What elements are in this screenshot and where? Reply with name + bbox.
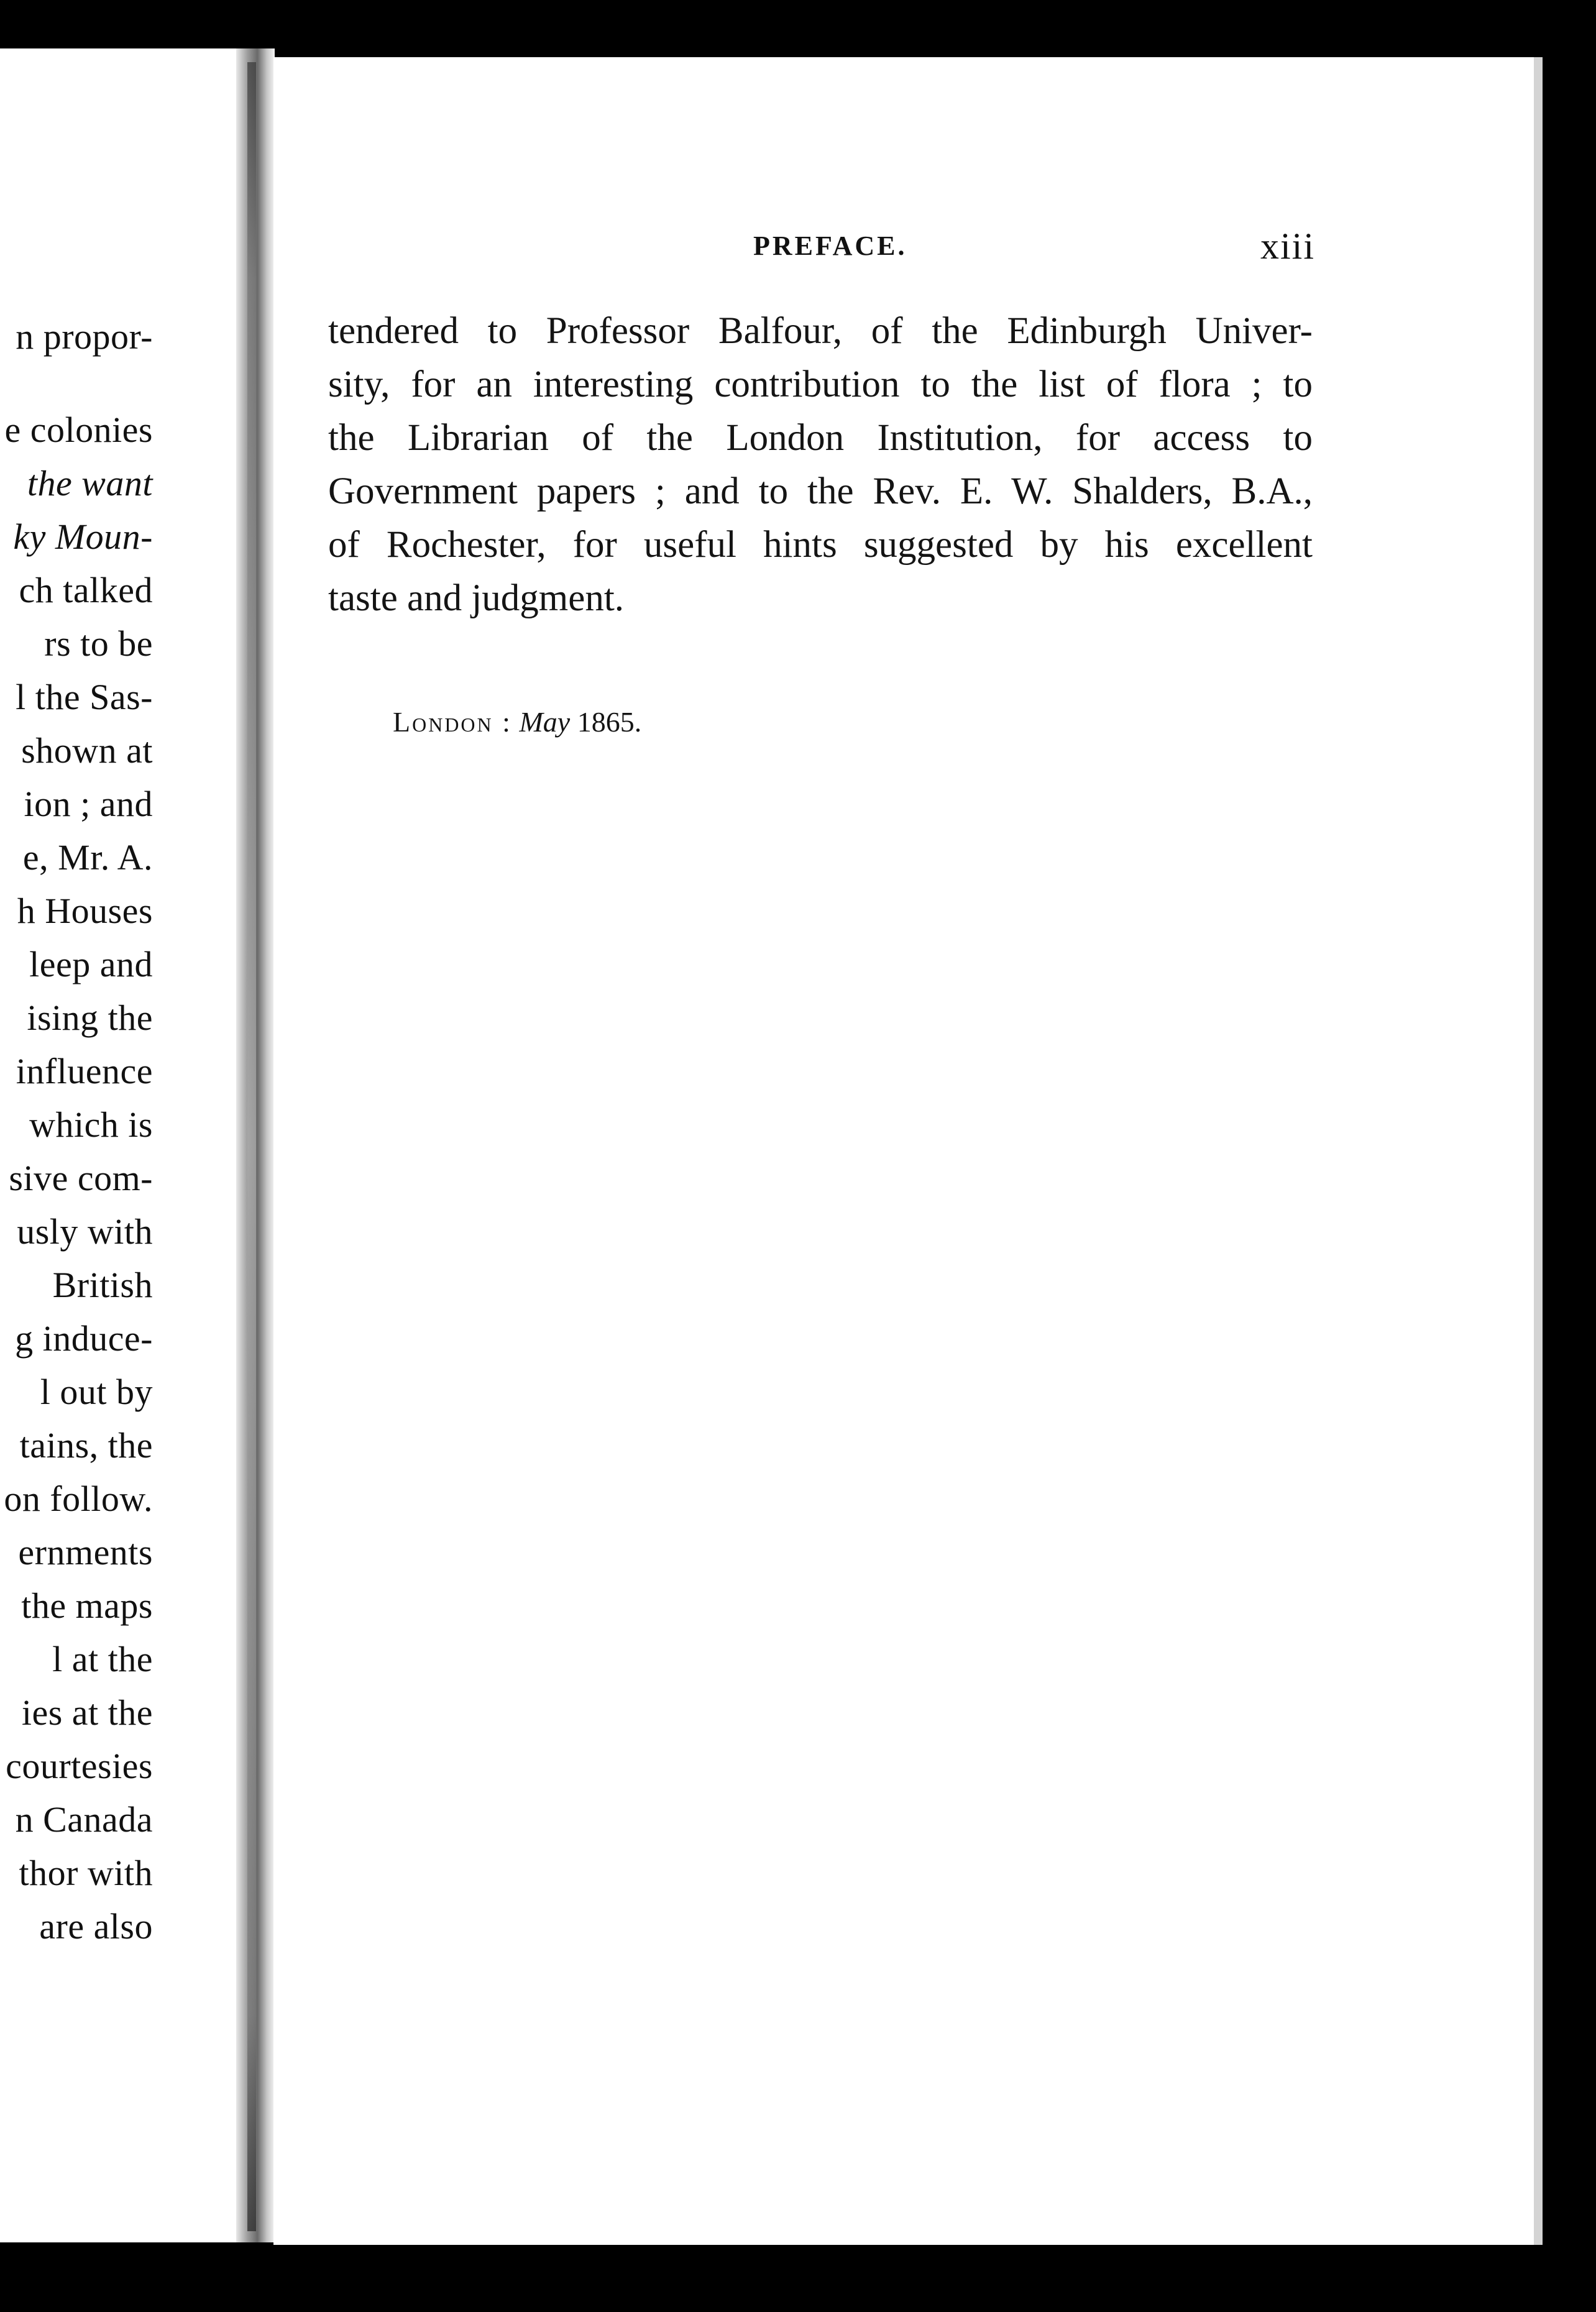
page-number: xiii bbox=[1260, 226, 1316, 267]
facing-line: shown at bbox=[21, 730, 153, 771]
facing-line: are also bbox=[39, 1906, 153, 1947]
facing-line: usly with bbox=[17, 1211, 153, 1252]
facing-line: thor with bbox=[19, 1853, 153, 1893]
facing-line: ky Moun- bbox=[13, 516, 153, 557]
facing-line: e colonies bbox=[4, 410, 153, 450]
facing-line: ch talked bbox=[19, 570, 153, 610]
facing-page bbox=[0, 48, 239, 2242]
body-line: Government papers ; and to the Rev. E. W. Shalders, B.A., bbox=[328, 470, 1313, 512]
signature-line bbox=[393, 705, 641, 738]
facing-line: courtesies bbox=[6, 1746, 153, 1786]
running-head: PREFACE. bbox=[753, 231, 907, 261]
body-line: the Librarian of the London Institution, for access to bbox=[328, 417, 1313, 459]
page-edge bbox=[1534, 57, 1543, 2245]
facing-line: ising the bbox=[27, 998, 153, 1038]
facing-line: on follow. bbox=[4, 1479, 153, 1519]
signature-year: 1865. bbox=[577, 706, 642, 738]
signature-month: May bbox=[519, 706, 571, 738]
facing-line: n propor- bbox=[16, 316, 153, 357]
facing-line: l out by bbox=[40, 1372, 153, 1412]
facing-line: leep and bbox=[29, 944, 153, 984]
facing-line: influence bbox=[16, 1051, 153, 1091]
body-line: sity, for an interesting contribution to the list of flora ; to bbox=[328, 364, 1313, 405]
facing-line: ion ; and bbox=[24, 784, 153, 824]
body-line: tendered to Professor Balfour, of the Edinburgh Univer- bbox=[328, 310, 1313, 352]
facing-line: British bbox=[52, 1265, 153, 1305]
facing-line: g induce- bbox=[15, 1318, 153, 1359]
facing-line: the want bbox=[27, 463, 153, 503]
gutter-shadow bbox=[247, 62, 256, 2231]
signature-place: London : bbox=[393, 706, 512, 738]
facing-line: the maps bbox=[21, 1585, 153, 1626]
facing-line: ernments bbox=[18, 1532, 153, 1572]
facing-line: h Houses bbox=[17, 891, 153, 931]
facing-line: rs to be bbox=[44, 623, 153, 664]
facing-line: ies at the bbox=[21, 1692, 153, 1733]
facing-line: which is bbox=[29, 1104, 153, 1145]
facing-line: l the Sas- bbox=[16, 677, 153, 717]
facing-line: n Canada bbox=[15, 1799, 153, 1840]
facing-line: sive com- bbox=[9, 1158, 153, 1198]
facing-line: l at the bbox=[52, 1639, 153, 1679]
facing-line: tains, the bbox=[19, 1425, 153, 1466]
facing-line: e, Mr. A. bbox=[22, 837, 153, 878]
body-line: taste and judgment. bbox=[328, 577, 625, 619]
body-line: of Rochester, for useful hints suggested by his excellent bbox=[328, 524, 1313, 566]
